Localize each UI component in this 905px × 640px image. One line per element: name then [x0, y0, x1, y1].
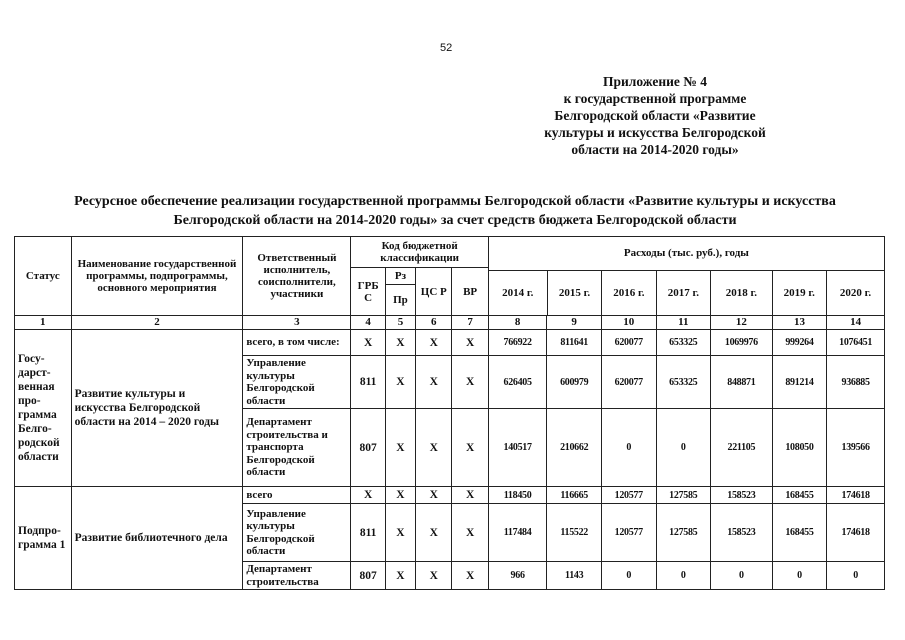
- value-cell: 140517: [488, 409, 547, 487]
- title-line: Ресурсное обеспечение реализации государственной программы Белгородской области «Развитие культуры и искусства: [74, 194, 836, 209]
- years-row: [489, 271, 884, 315]
- column-number: 11: [656, 316, 711, 330]
- vr-cell: Х: [452, 562, 488, 590]
- value-cell: 620077: [601, 356, 656, 409]
- value-cell: 620077: [601, 330, 656, 356]
- value-cell: 848871: [711, 356, 773, 409]
- value-cell: 118450: [488, 487, 547, 504]
- header-expenses-placeholder: [488, 237, 884, 316]
- value-cell: 0: [772, 562, 827, 590]
- vr-cell: Х: [452, 409, 488, 487]
- vr-cell: Х: [452, 330, 488, 356]
- value-cell: 158523: [711, 487, 773, 504]
- header-year: 2018 г.: [711, 271, 772, 315]
- header-year: 2014 г.: [489, 271, 547, 315]
- value-cell: 811641: [547, 330, 602, 356]
- column-number: 8: [488, 316, 547, 330]
- value-cell: 1069976: [711, 330, 773, 356]
- value-cell: 626405: [488, 356, 547, 409]
- header-year: 2017 г.: [656, 271, 710, 315]
- value-cell: 0: [827, 562, 885, 590]
- document-title: [30, 192, 880, 230]
- title-line: Белгородской области на 2014-2020 годы» за счет средств бюджета Белгородской области: [173, 213, 737, 228]
- page-number: 52: [440, 42, 453, 54]
- executor-cell: Управление культуры Белгородской области: [243, 356, 351, 409]
- column-number: 6: [416, 316, 452, 330]
- value-cell: 168455: [772, 487, 827, 504]
- value-cell: 891214: [772, 356, 827, 409]
- grbs-cell: 807: [351, 562, 385, 590]
- value-cell: 158523: [711, 504, 773, 562]
- header-status: Статус: [15, 237, 72, 316]
- grbs-cell: Х: [351, 330, 385, 356]
- executor-cell: Управление культуры Белгородской области: [243, 504, 351, 562]
- header-grbs: ГРБС: [351, 268, 385, 316]
- csr-cell: Х: [416, 487, 452, 504]
- value-cell: 600979: [547, 356, 602, 409]
- value-cell: 117484: [488, 504, 547, 562]
- rz-pr-cell: Х: [385, 409, 415, 487]
- csr-cell: Х: [416, 562, 452, 590]
- header-year: 2015 г.: [547, 271, 601, 315]
- header-year: 2020 г.: [839, 287, 872, 299]
- column-number: 4: [351, 316, 385, 330]
- header-rz: Рз: [385, 268, 415, 285]
- value-cell: 1143: [547, 562, 602, 590]
- appendix-line: культуры и искусства Белгородской: [544, 125, 766, 140]
- column-number: 5: [385, 316, 415, 330]
- value-cell: 120577: [601, 504, 656, 562]
- value-cell: 108050: [772, 409, 827, 487]
- value-cell: 1076451: [827, 330, 885, 356]
- grbs-cell: 807: [351, 409, 385, 487]
- value-cell: 174618: [827, 504, 885, 562]
- value-cell: 168455: [772, 504, 827, 562]
- value-cell: 127585: [656, 487, 711, 504]
- appendix-caption: [525, 73, 785, 158]
- csr-cell: Х: [416, 330, 452, 356]
- vr-cell: Х: [452, 356, 488, 409]
- column-number: 7: [452, 316, 488, 330]
- program-name-cell: Развитие культуры и искусства Белгородской области на 2014 – 2020 годы: [71, 330, 243, 487]
- header-year: 2019 г.: [772, 271, 826, 315]
- value-cell: 0: [711, 562, 773, 590]
- value-cell: 221105: [711, 409, 773, 487]
- value-cell: 0: [656, 562, 711, 590]
- value-cell: 0: [601, 562, 656, 590]
- value-cell: 127585: [656, 504, 711, 562]
- status-cell: Госу-дарст-венная про-грамма Белго-родской области: [15, 330, 72, 487]
- vr-cell: Х: [452, 487, 488, 504]
- appendix-line: Белгородской области «Развитие: [554, 108, 756, 123]
- grbs-cell: 811: [351, 356, 385, 409]
- header-pr: Пр: [385, 285, 415, 316]
- executor-cell: Департамент строительства и транспорта Белгородской области: [243, 409, 351, 487]
- header-expenses: Расходы (тыс. руб.), годы: [489, 237, 884, 271]
- column-number: 10: [601, 316, 656, 330]
- csr-cell: Х: [416, 504, 452, 562]
- rz-pr-cell: Х: [385, 330, 415, 356]
- grbs-cell: 811: [351, 504, 385, 562]
- rz-pr-cell: Х: [385, 487, 415, 504]
- column-number: 14: [827, 316, 885, 330]
- rz-pr-cell: Х: [385, 562, 415, 590]
- column-number: 3: [243, 316, 351, 330]
- value-cell: 653325: [656, 356, 711, 409]
- grbs-cell: Х: [351, 487, 385, 504]
- rz-pr-cell: Х: [385, 504, 415, 562]
- csr-cell: Х: [416, 409, 452, 487]
- header-budget-code: Код бюджетной классификации: [351, 237, 488, 268]
- appendix-line: к государственной программе: [563, 91, 747, 106]
- column-number: 9: [547, 316, 602, 330]
- value-cell: 115522: [547, 504, 602, 562]
- column-number: 1: [15, 316, 72, 330]
- program-name-cell: Развитие библиотечного дела: [71, 487, 243, 590]
- appendix-line: области на 2014-2020 годы»: [571, 142, 739, 157]
- status-cell: Подпро-грамма 1: [15, 487, 72, 590]
- column-number: 13: [772, 316, 827, 330]
- value-cell: 0: [656, 409, 711, 487]
- header-vr: ВР: [452, 268, 488, 316]
- value-cell: 120577: [601, 487, 656, 504]
- header-name: Наименование государственной программы, подпрограммы, основного мероприятия: [71, 237, 243, 316]
- value-cell: 139566: [827, 409, 885, 487]
- header-executor: Ответственный исполнитель, соисполнители, участники: [243, 237, 351, 316]
- value-cell: 174618: [827, 487, 885, 504]
- executor-cell: всего, в том числе:: [243, 330, 351, 356]
- table-row: [15, 487, 885, 504]
- appendix-line: Приложение № 4: [603, 74, 707, 89]
- value-cell: 936885: [827, 356, 885, 409]
- resource-table: [14, 236, 885, 590]
- value-cell: 966: [488, 562, 547, 590]
- value-cell: 653325: [656, 330, 711, 356]
- executor-cell: Департамент строительства: [243, 562, 351, 590]
- rz-pr-cell: Х: [385, 356, 415, 409]
- header-csr: ЦС Р: [416, 268, 452, 316]
- header-year: 2016 г.: [602, 271, 656, 315]
- value-cell: 116665: [547, 487, 602, 504]
- executor-cell: всего: [243, 487, 351, 504]
- value-cell: 210662: [547, 409, 602, 487]
- value-cell: 766922: [488, 330, 547, 356]
- value-cell: 999264: [772, 330, 827, 356]
- vr-cell: Х: [452, 504, 488, 562]
- value-cell: 0: [601, 409, 656, 487]
- column-number: 12: [711, 316, 773, 330]
- table-row: [15, 330, 885, 356]
- csr-cell: Х: [416, 356, 452, 409]
- column-number: 2: [71, 316, 243, 330]
